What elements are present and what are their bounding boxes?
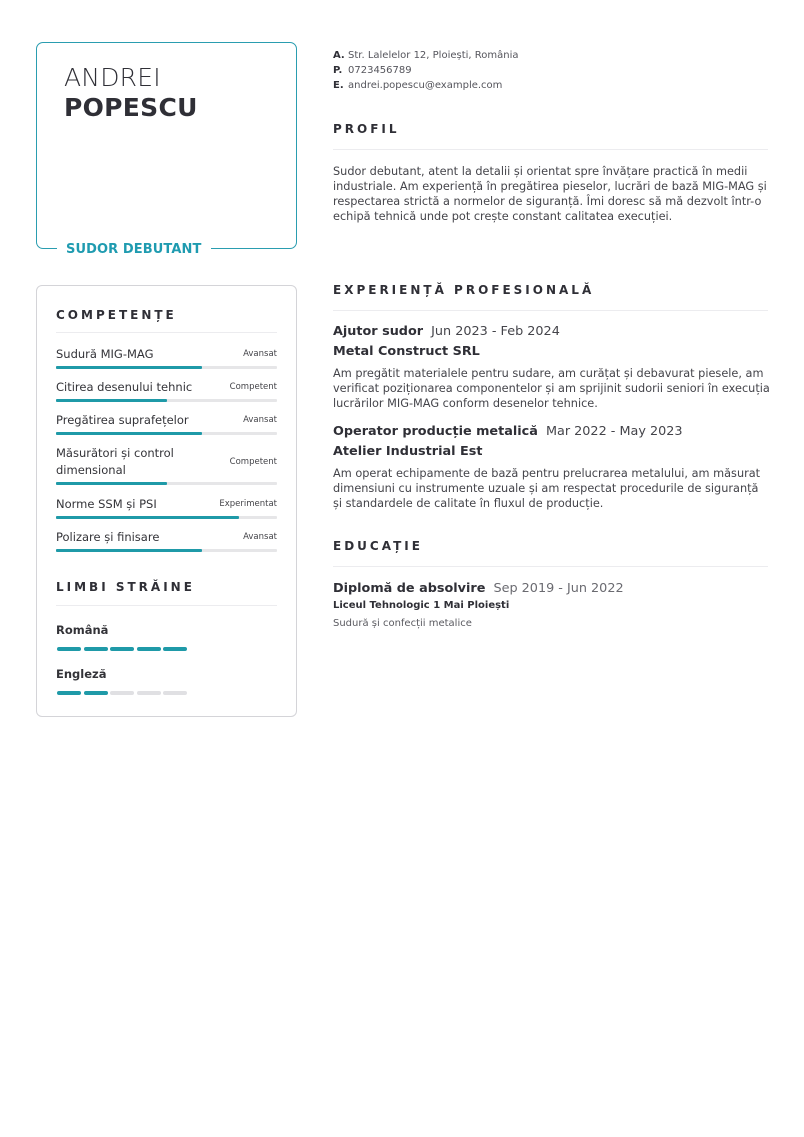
- education-heading: EDUCAȚIE: [333, 539, 423, 553]
- profile-text: Sudor debutant, atent la detalii și orientat spre învățare practică în medii industriale. Am experiență în pregătirea pieselor, lucrări de bază MIG-MAG și respectarea strictă a normelor de siguranță. Îmi doresc să mă dezvolt într-o echipă tehnică unde pot crește constant calitatea execuției.: [333, 165, 767, 223]
- job-role: Operator producție metalică: [333, 424, 538, 439]
- level-segment: [163, 691, 187, 695]
- email-label: E.: [333, 80, 344, 91]
- address-value: Str. Lalelelor 12, Ploiești, România: [348, 50, 519, 61]
- sidebar-card: [36, 285, 297, 717]
- skill-bar-fill: [56, 432, 202, 435]
- skill-name: Pregătirea suprafețelor: [56, 413, 189, 427]
- skill-bar-fill: [56, 549, 202, 552]
- skill-item: [56, 496, 277, 513]
- language-name: Română: [56, 623, 109, 637]
- skill-item: [56, 379, 277, 396]
- skill-level: Experimentat: [219, 499, 277, 509]
- divider: [333, 149, 768, 150]
- skill-level: Avansat: [243, 415, 277, 425]
- job-description: Am pregătit materialele pentru sudare, am curățat și debavurat piesele, am verificat poziționarea componentelor și am sprijinit sudorii seniori în execuția lucrărilor MIG-MAG conform desenelor tehnice.: [333, 367, 770, 410]
- skill-bar: [56, 399, 277, 402]
- contact-block: [333, 48, 519, 93]
- phone-value[interactable]: 0723456789: [348, 65, 412, 76]
- language-level-bar: [57, 691, 187, 695]
- language-item: [56, 667, 106, 681]
- profile-heading: PROFIL: [333, 122, 400, 136]
- divider: [56, 332, 277, 333]
- level-segment: [110, 647, 134, 651]
- skill-bar-fill: [56, 482, 167, 485]
- phone-label: P.: [333, 65, 343, 76]
- last-name: POPESCU: [64, 93, 198, 122]
- skills-heading: COMPETENȚE: [56, 308, 177, 322]
- school-name: Liceul Tehnologic 1 Mai Ploiești: [333, 600, 510, 611]
- divider: [333, 566, 768, 567]
- skill-name: Citirea desenului tehnic: [56, 380, 193, 394]
- skill-bar-fill: [56, 516, 239, 519]
- contact-email: [333, 78, 519, 93]
- email-link[interactable]: andrei.popescu@example.com: [348, 80, 503, 91]
- level-segment: [57, 647, 81, 651]
- divider: [333, 310, 768, 311]
- skill-name: Polizare și finisare: [56, 530, 160, 544]
- level-segment: [163, 647, 187, 651]
- education-dates: Sep 2019 - Jun 2022: [493, 581, 624, 596]
- skill-level: Competent: [229, 382, 277, 392]
- field-of-study: Sudură și confecții metalice: [333, 618, 472, 629]
- level-segment: [137, 647, 161, 651]
- skill-bar: [56, 549, 277, 552]
- skill-name: Norme SSM și PSI: [56, 497, 157, 511]
- job-role: Ajutor sudor: [333, 324, 424, 339]
- languages-heading: LIMBI STRĂINE: [56, 580, 195, 594]
- language-item: [56, 623, 108, 637]
- degree: Diplomă de absolvire: [333, 581, 486, 596]
- level-segment: [84, 691, 108, 695]
- skill-bar: [56, 516, 277, 519]
- job-header: [333, 424, 683, 439]
- name-card: [36, 42, 297, 257]
- skill-name: Sudură MIG-MAG: [56, 347, 154, 361]
- skill-level: Competent: [229, 457, 277, 467]
- contact-phone: [333, 63, 519, 78]
- job-description: Am operat echipamente de bază pentru prelucrarea metalului, am măsurat dimensiuni cu instrumente uzuale și am respectat procedurile de siguranță și standardele de calitate în fluxul de producție.: [333, 467, 761, 510]
- education-header: [333, 581, 624, 596]
- job-dates: Mar 2022 - May 2023: [545, 424, 683, 439]
- skill-bar: [56, 366, 277, 369]
- skill-level: Avansat: [243, 349, 277, 359]
- skill-item: [56, 529, 277, 546]
- skill-bar-fill: [56, 366, 202, 369]
- address-label: A.: [333, 50, 345, 61]
- first-name: ANDREI: [64, 63, 161, 92]
- skill-item: [56, 445, 277, 479]
- language-name: Engleză: [56, 667, 107, 681]
- language-level-bar: [57, 647, 187, 651]
- skill-bar: [56, 482, 277, 485]
- skill-level: Avansat: [243, 532, 277, 542]
- skill-name: Măsurători și control dimensional: [56, 446, 174, 477]
- job-header: [333, 324, 560, 339]
- job-company: Metal Construct SRL: [333, 344, 480, 359]
- level-segment: [110, 691, 134, 695]
- skill-bar-fill: [56, 399, 167, 402]
- level-segment: [57, 691, 81, 695]
- skill-bar: [56, 432, 277, 435]
- skill-item: [56, 412, 277, 429]
- divider: [56, 605, 277, 606]
- job-dates: Jun 2023 - Feb 2024: [431, 324, 560, 339]
- skill-item: [56, 346, 277, 363]
- job-title: SUDOR DEBUTANT: [57, 242, 211, 257]
- experience-heading: EXPERIENȚĂ PROFESIONALĂ: [333, 283, 595, 297]
- level-segment: [137, 691, 161, 695]
- contact-address: [333, 48, 519, 63]
- level-segment: [84, 647, 108, 651]
- job-company: Atelier Industrial Est: [333, 444, 483, 459]
